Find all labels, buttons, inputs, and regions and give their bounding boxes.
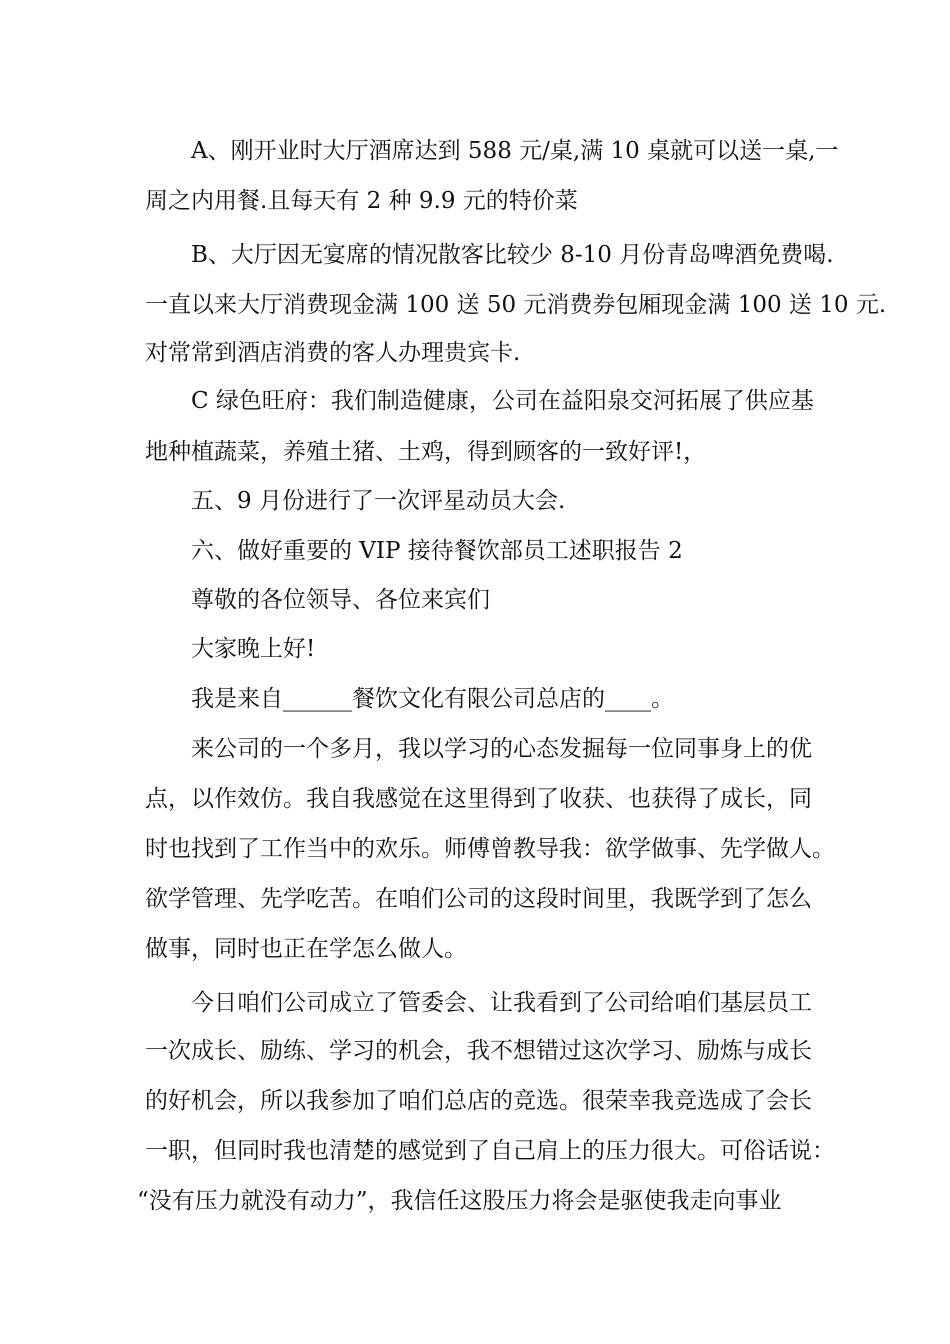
text-line: 大家晚上好!	[191, 636, 316, 662]
text-line: 做事，同时也正在学怎么做人。	[145, 936, 467, 962]
text-line: 五、9 月份进行了一次评星动员大会.	[191, 488, 566, 514]
text-line: 时也找到了工作当中的欢乐。师傅曾教导我：欲学做事、先学做人。	[145, 836, 835, 862]
text-line: 六、做好重要的 VIP 接待餐饮部员工述职报告 2	[191, 538, 683, 564]
text-line: 来公司的一个多月，我以学习的心态发掘每一位同事身上的优	[191, 736, 812, 762]
text-line: 我是来自______餐饮文化有限公司总店的____。	[191, 686, 674, 712]
text-line: 点，以作效仿。我自我感觉在这里得到了收获、也获得了成长，同	[145, 786, 812, 812]
text-line: 地种植蔬菜，养殖土猪、土鸡，得到顾客的一致好评!，	[145, 439, 707, 465]
text-line: 周之内用餐.且每天有 2 种 9.9 元的特价菜	[145, 188, 578, 214]
text-line: B、大厅因无宴席的情况散客比较少 8-10 月份青岛啤酒免费喝.	[191, 242, 834, 268]
text-line: A、刚开业时大厅酒席达到 588 元/桌,满 10 桌就可以送一桌,一	[191, 138, 839, 164]
text-line: 一职，但同时我也清楚的感觉到了自己肩上的压力很大。可俗话说：	[145, 1138, 835, 1164]
text-line: 一直以来大厅消费现金满 100 送 50 元消费券包厢现金满 100 送 10 元.	[145, 292, 887, 318]
text-line: 对常常到酒店消费的客人办理贵宾卡.	[145, 340, 521, 366]
text-line: C 绿色旺府：我们制造健康，公司在益阳泉交河拓展了供应基	[191, 388, 814, 414]
text-line: “没有压力就没有动力”，我信任这股压力将会是驱使我走向事业	[137, 1188, 782, 1214]
text-line: 的好机会，所以我参加了咱们总店的竞选。很荣幸我竞选成了会长	[145, 1088, 812, 1114]
text-line: 今日咱们公司成立了管委会、让我看到了公司给咱们基层员工	[191, 990, 812, 1016]
text-line: 尊敬的各位领导、各位来宾们	[191, 587, 490, 613]
text-line: 一次成长、励练、学习的机会，我不想错过这次学习、励炼与成长	[145, 1038, 812, 1064]
text-line: 欲学管理、先学吃苦。在咱们公司的这段时间里，我既学到了怎么	[145, 886, 812, 912]
